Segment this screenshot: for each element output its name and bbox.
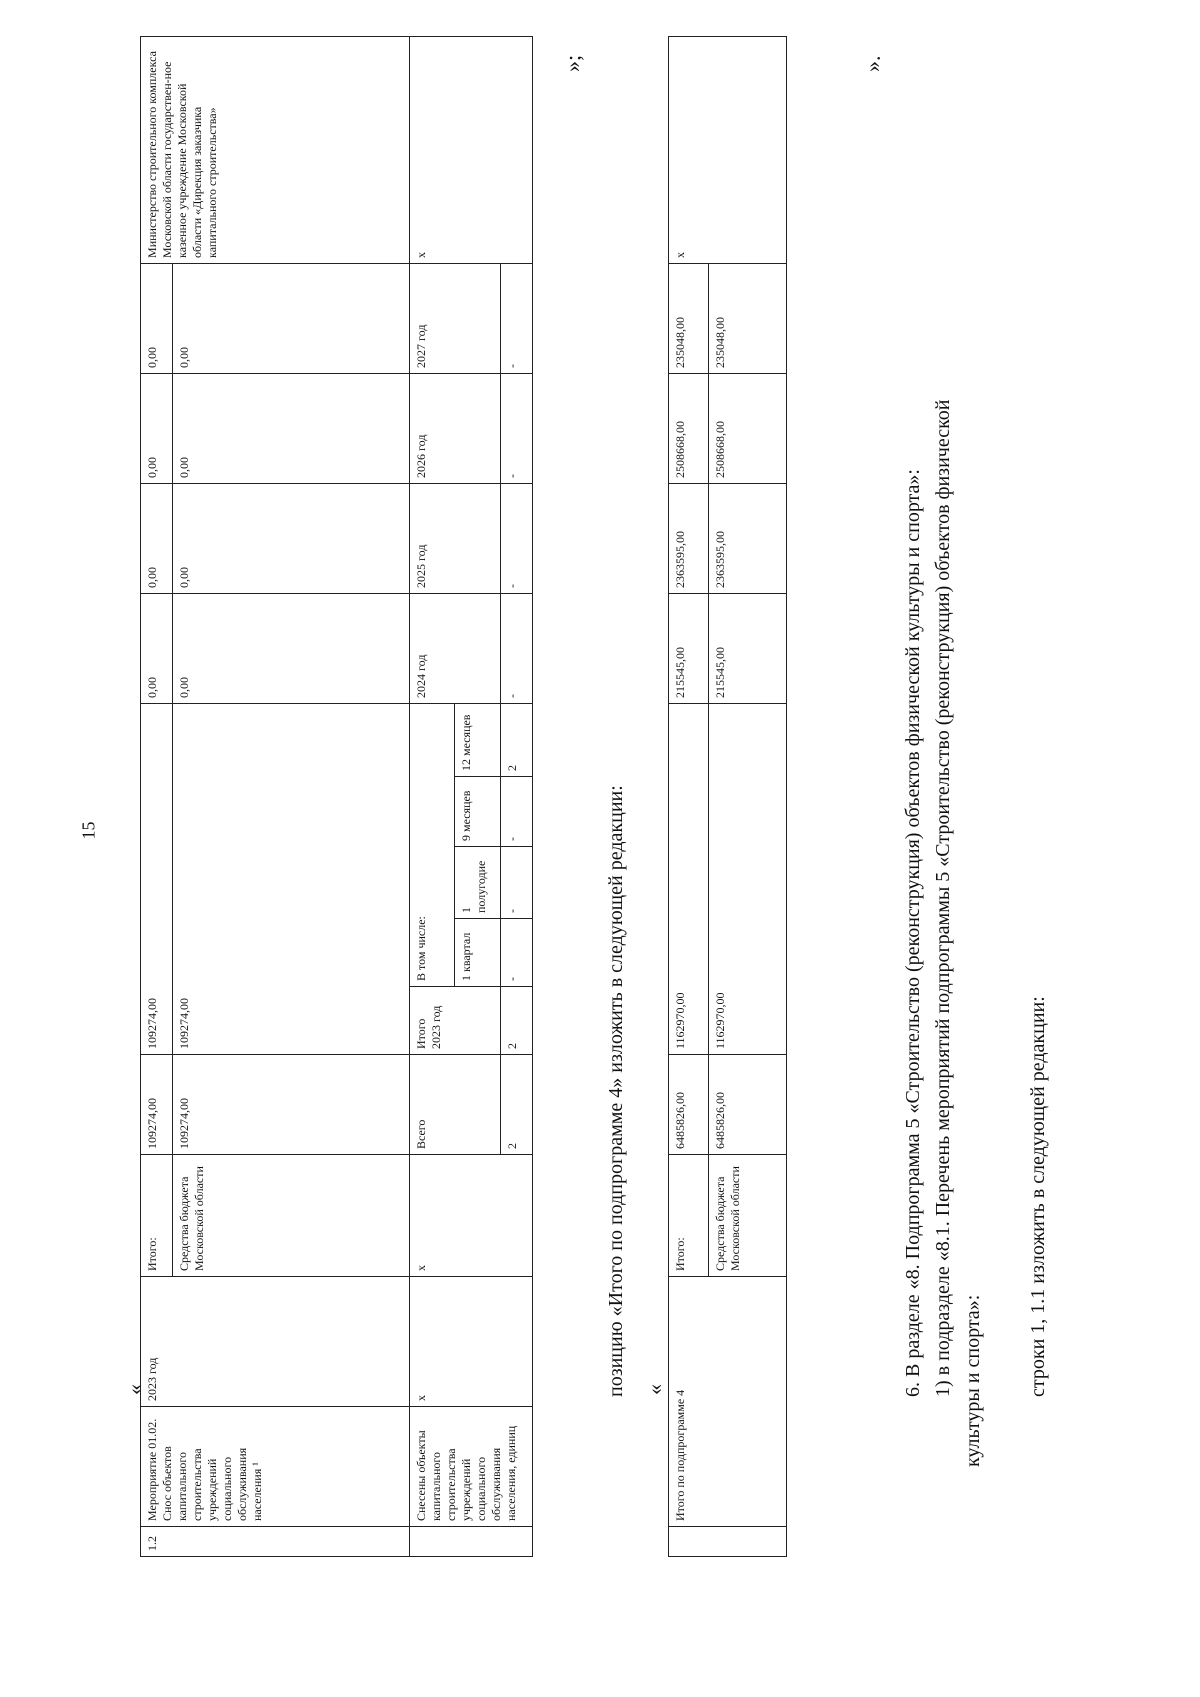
source-2027-2: 235048,00 [709,264,787,374]
paragraph-section-8: 6. В разделе «8. Подпрограмма 5 «Строительство (реконструкция) объектов физической культуры и спорта»: [902,469,924,1397]
paragraph-itogo: позицию «Итого по подпрограмме 4» изложить в следующей редакции: [605,785,627,1397]
executor: Министерство строительного комплекса Московской области государствен-ное казенное учреждение Московской области «Дирекция заказчика капитального строительства» [141,36,410,263]
header-q1: 1 квартал [455,919,501,987]
measure-name: Мероприятие 01.02. Снос объектов капитального строительства учреждений социального обслуживания населения ¹ [141,1407,410,1527]
header-2025: 2025 год [410,483,501,593]
header-2027: 2027 год [410,263,501,373]
value-half1: - [501,847,533,919]
source-sum: 109274,00 [173,1055,410,1155]
page-number: 15 [78,821,99,840]
total-sum-2: 6485826,00 [669,1055,709,1155]
source-2024-2: 215545,00 [709,594,787,704]
result-source: х [410,1155,533,1277]
value-2025: - [501,483,533,593]
value-9m: - [501,777,533,847]
value-2024: - [501,593,533,703]
value-itogo-2023: 2 [501,987,533,1055]
source-2023: 109274,00 [173,703,410,1054]
header-itogo-2023: Итого 2023 год [410,987,501,1055]
total-label: Итого: [141,1155,173,1277]
total-2023: 109274,00 [141,703,173,1054]
total-2023-2: 1162970,00 [669,704,709,1055]
result-period: х [410,1277,533,1407]
total-label-2: Итого: [669,1155,709,1277]
source-2025: 0,00 [173,483,410,593]
total-2027: 0,00 [141,263,173,373]
source-2026: 0,00 [173,373,410,483]
value-total: 2 [501,1055,533,1155]
source-2027: 0,00 [173,263,410,373]
header-9m: 9 месяцев [455,777,501,847]
header-half1: 1 полугодие [455,847,501,919]
total-sum: 109274,00 [141,1055,173,1155]
value-12m: 2 [501,703,533,776]
header-total: Всего [410,1055,501,1155]
funding-source-2: Средства бюджета Московской области [709,1155,787,1277]
value-2026: - [501,373,533,483]
paragraph-rows: строки 1, 1.1 изложить в следующей редакции: [1027,996,1049,1397]
result-executor: х [410,36,533,263]
funding-source: Средства бюджета Московской области [173,1155,410,1277]
subprogram-label: Итого по подпрограмме 4 [669,1277,787,1527]
source-2023-2: 1162970,00 [709,704,787,1055]
source-2026-2: 2508668,00 [709,374,787,484]
header-2024: 2024 год [410,593,501,703]
open-quote-2: « [642,1384,667,1395]
measure-table [140,36,533,1557]
subprogram-total-table [668,36,787,1557]
source-sum-2: 6485826,00 [709,1055,787,1155]
executor-2: х [669,37,787,264]
period: 2023 год [141,1277,410,1407]
close-quote-2: ». [860,55,885,72]
paragraph-subsection-8-1: 1) в подразделе «8.1. Перечень мероприятий подпрограммы 5 «Строительство (реконструкция) объектов физической [932,399,954,1397]
close-quote-1: »; [560,54,585,72]
row-number: 1.2 [141,1527,410,1557]
total-2026: 0,00 [141,373,173,483]
total-2024-2: 215545,00 [669,594,709,704]
total-2025: 0,00 [141,483,173,593]
source-2025-2: 2363595,00 [709,484,787,594]
source-2024: 0,00 [173,593,410,703]
total-2026-2: 2508668,00 [669,374,709,484]
value-2027: - [501,263,533,373]
value-q1: - [501,919,533,987]
header-12m: 12 месяцев [455,703,501,776]
result-name: Снесены объекты капитального строительства учреждений социального обслуживания населения, единиц [410,1407,533,1527]
header-2026: 2026 год [410,373,501,483]
total-2025-2: 2363595,00 [669,484,709,594]
total-2024: 0,00 [141,593,173,703]
header-v-tom-chisle: В том числе: [410,703,455,986]
open-quote: « [122,1384,147,1395]
total-2027-2: 235048,00 [669,264,709,374]
paragraph-subsection-cont: культуры и спорта»: [962,1294,984,1467]
